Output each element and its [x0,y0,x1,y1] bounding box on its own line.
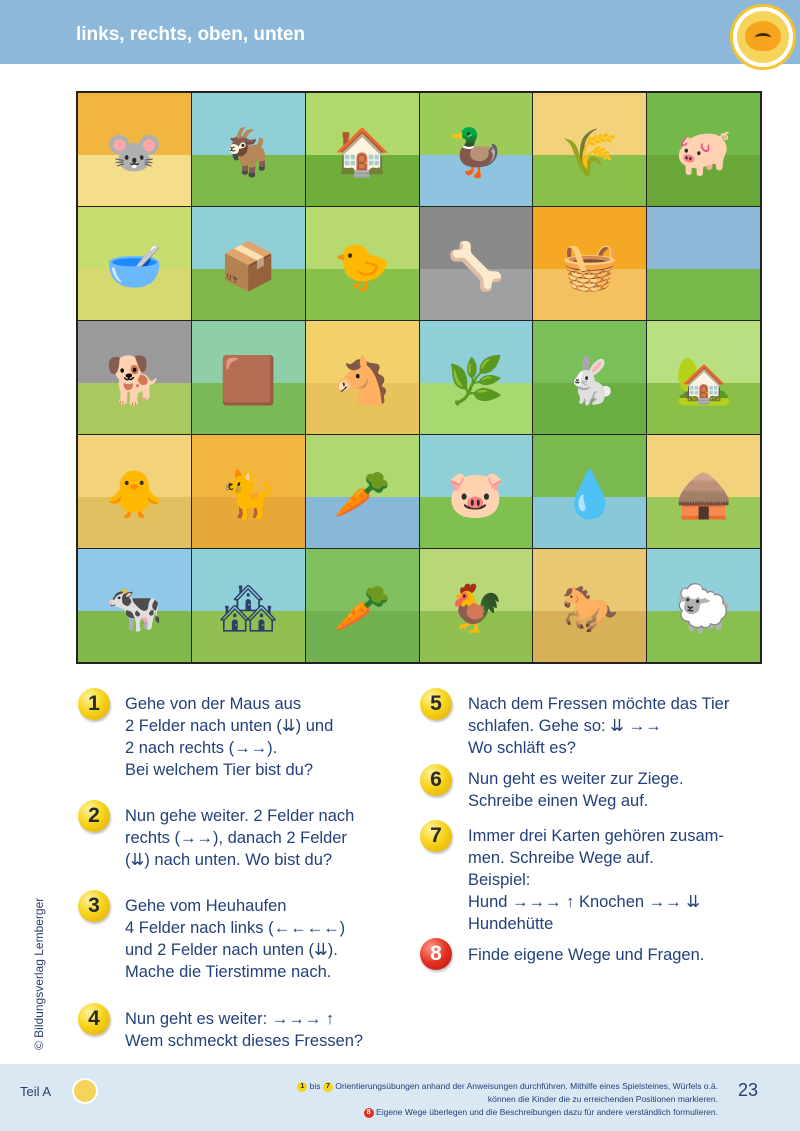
instruction-2 [125,805,354,871]
chicken-icon: 🐓 [447,581,505,634]
pig-icon: 🐷 [447,467,505,520]
house-red-roof-icon: 🏠 [333,125,391,178]
hay-icon: 🌾 [561,125,619,178]
picture-cell-chicken [420,549,533,662]
cow-icon: 🐄 [105,581,164,634]
instruction-3 [125,895,345,983]
note-text: bis [307,1081,323,1091]
page-title: links, rechts, oben, unten [76,24,306,45]
picture-grid [76,91,762,664]
picture-cell-basket [533,207,646,320]
instruction-line: Wo schläft es? [468,739,576,757]
picture-cell-carrot [306,549,419,662]
food-bowl-icon: 🥣 [105,239,164,292]
sheep-icon: 🐑 [674,581,733,634]
instruction-5 [468,693,729,759]
instruction-line: (⇊) nach unten. Wo bist du? [125,851,333,869]
picture-cell-carrot-tops [306,435,419,548]
instruction-number-6: 6 [420,764,452,796]
rabbit-icon: 🐇 [561,353,619,406]
teacher-note-line: können die Kinder die zu erreichenden Positionen markieren. [487,1094,718,1104]
picture-cell-cat [192,435,305,548]
dog-icon: 🐕 [105,353,164,406]
cottage-icon: 🏘 [219,581,278,634]
instruction-line: Hund →→→ ↑ Knochen →→ ⇊ [468,893,701,911]
instruction-line: Gehe von der Maus aus [125,695,302,713]
plant-icon: 🌿 [447,353,505,406]
note-text: Orientierungsübungen anhand der Anweisungen durchführen. Mithilfe eines Spielsteines, Würfels o.ä. [332,1081,718,1091]
picture-cell-hay [533,93,646,206]
picture-cell-sheep [647,549,760,662]
note-text: Eigene Wege überlegen und die Beschreibungen dazu für andere verständlich formulieren. [373,1107,718,1117]
teacher-notes [297,1080,718,1119]
picture-cell-mouse [78,93,191,206]
instruction-line: Gehe vom Heuhaufen [125,897,287,915]
rabbit-house-icon: 🏡 [674,353,733,406]
goat-icon: 🐐 [219,125,277,178]
picture-cell-food-bowl [78,207,191,320]
cell-background [647,207,760,269]
instruction-1 [125,693,333,781]
picture-cell-rabbit-hutch [192,207,305,320]
teacher-note-line [297,1106,718,1119]
cell-ground [647,269,760,320]
trough-icon: 🟫 [219,353,277,406]
instruction-number-1: 1 [78,688,110,720]
picture-cell-stable-ducks [78,435,191,548]
instruction-line: 2 nach rechts (→→). [125,739,278,757]
picture-cell-pigsty [647,93,760,206]
instruction-line: Nun gehe weiter. 2 Felder nach [125,807,355,825]
instruction-line: Bei welchem Tier bist du? [125,761,314,779]
chick-fence-icon: 🐤 [333,239,391,292]
picture-cell-rabbit-house [647,321,760,434]
cat-icon: 🐈 [219,467,277,520]
instruction-line: Wem schmeckt dieses Fressen? [125,1032,364,1050]
instruction-line: Nun geht es weiter zur Ziege. [468,770,684,788]
tiger-mascot-icon [730,4,796,70]
basket-icon: 🧺 [561,239,619,292]
instruction-line: 2 Felder nach unten (⇊) und [125,717,334,735]
duck-icon: 🦆 [447,125,505,178]
teacher-note-line [297,1080,718,1093]
instruction-number-7: 7 [420,820,452,852]
stable-ducks-icon: 🐥 [105,467,164,520]
picture-cell-pig [420,435,533,548]
pigsty-icon: 🐖 [674,125,733,178]
instruction-8 [468,944,704,966]
picture-cell-horse [306,321,419,434]
horse-stall-icon: 🐎 [561,581,619,634]
picture-cell-trough [192,321,305,434]
picture-cell-plant [420,321,533,434]
instruction-number-3: 3 [78,890,110,922]
picture-cell-meadow [647,207,760,320]
horse-icon: 🐴 [333,353,391,406]
instruction-line: rechts (→→), danach 2 Felder [125,829,347,847]
instruction-line: Mache die Tierstimme nach. [125,963,332,981]
mini-badge-1: 1 [297,1082,307,1092]
picture-cell-house-red-roof [306,93,419,206]
pond-icon: 💧 [561,467,619,520]
tiger-badge-icon [72,1078,98,1104]
carrot-tops-icon: 🥕 [333,467,391,520]
instruction-line: Nach dem Fressen möchte das Tier [468,695,730,713]
instruction-line: Hundehütte [468,915,554,933]
instruction-line: men. Schreibe Wege auf. [468,849,654,867]
instruction-number-4: 4 [78,1003,110,1035]
instruction-4 [125,1008,363,1052]
picture-cell-chick-fence [306,207,419,320]
instruction-line: und 2 Felder nach unten (⇊). [125,941,338,959]
instruction-line: Schreibe einen Weg auf. [468,792,649,810]
instruction-7 [468,825,724,935]
picture-cell-cottage [192,549,305,662]
picture-cell-dog [78,321,191,434]
mini-badge-7: 7 [323,1082,333,1092]
mouse-icon: 🐭 [105,125,164,178]
picture-cell-doghouse [647,435,760,548]
instruction-number-8: 8 [420,938,452,970]
instruction-number-2: 2 [78,800,110,832]
carrot-icon: 🥕 [333,581,391,634]
page-number: 23 [738,1080,759,1100]
picture-cell-cow [78,549,191,662]
doghouse-icon: 🛖 [674,467,733,520]
instruction-line: Nun geht es weiter: →→→ ↑ [125,1010,335,1028]
part-label: Teil A [20,1084,52,1099]
instruction-6 [468,768,684,812]
instruction-line: Finde eigene Wege und Fragen. [468,946,705,964]
instruction-line: Beispiel: [468,871,531,889]
mini-badge-8: 8 [364,1108,374,1118]
picture-cell-rabbit [533,321,646,434]
rabbit-hutch-icon: 📦 [219,239,277,292]
bone-icon: 🦴 [447,239,505,292]
picture-cell-duck [420,93,533,206]
picture-cell-bone [420,207,533,320]
copyright-notice: © Bildungsverlag Lemberger [32,897,46,1050]
instruction-line: 4 Felder nach links (←←←←) [125,919,346,937]
instruction-line: schlafen. Gehe so: ⇊ →→ [468,717,662,735]
instruction-number-5: 5 [420,688,452,720]
instruction-line: Immer drei Karten gehören zusam- [468,827,724,845]
picture-cell-pond [533,435,646,548]
picture-cell-goat [192,93,305,206]
picture-cell-horse-stall [533,549,646,662]
